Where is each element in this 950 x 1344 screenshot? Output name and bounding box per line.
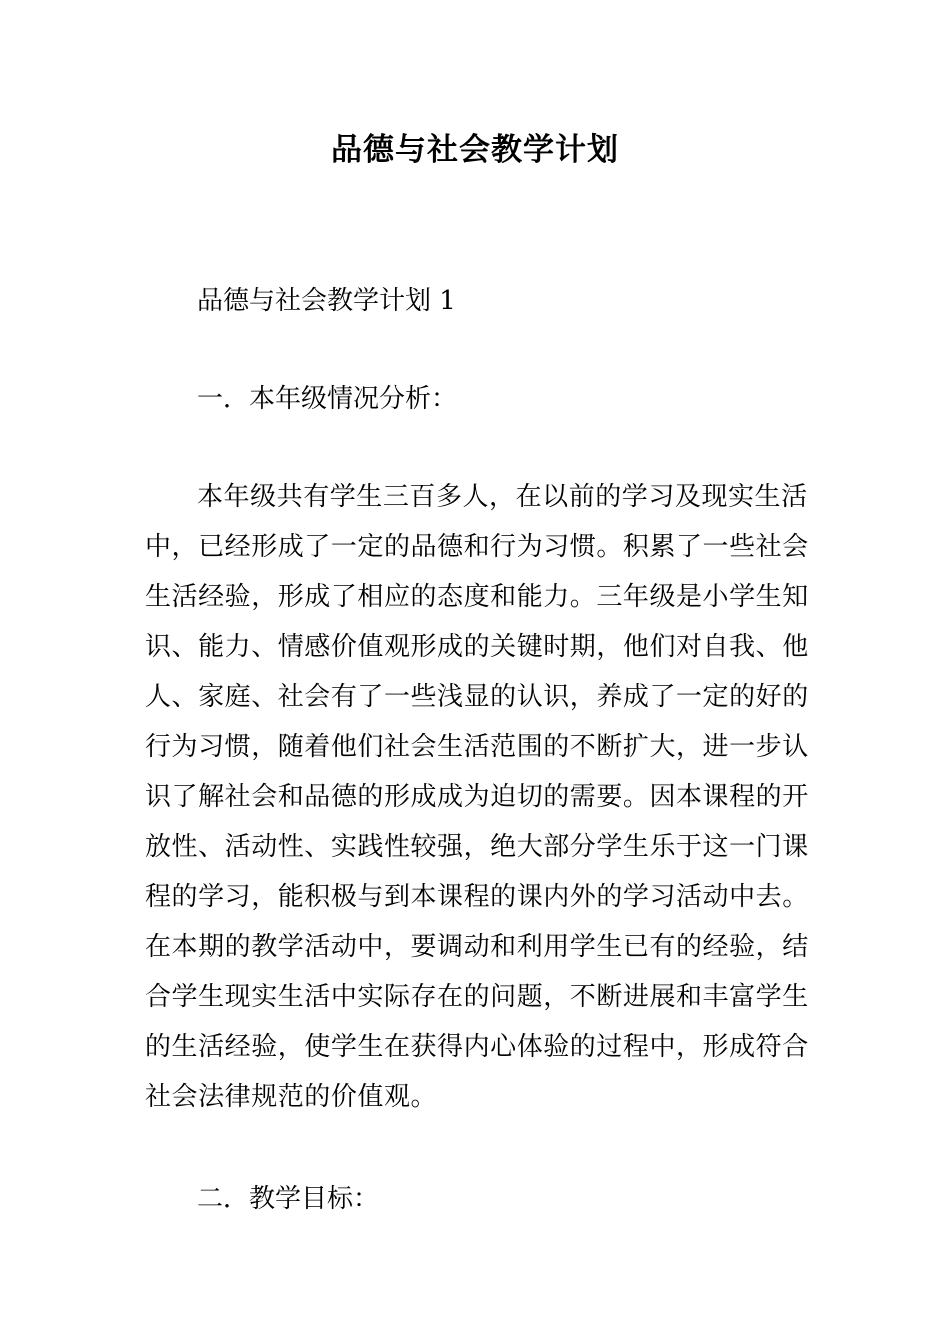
- document-title: 品德与社会教学计划: [331, 132, 619, 168]
- section-heading-goals: 二．教学目标：: [197, 1184, 380, 1214]
- paragraph-line: 识了解社会和品德的形成成为迫切的需要。因本课程的开: [145, 782, 809, 812]
- paragraph-line: 程的学习，能积极与到本课程的课内外的学习活动中去。: [145, 882, 809, 912]
- plan-subtitle: 品德与社会教学计划 1: [197, 286, 456, 316]
- paragraph-line: 合学生现实生活中实际存在的问题，不断进展和丰富学生: [145, 982, 809, 1012]
- paragraph-line: 中，已经形成了一定的品德和行为习惯。积累了一些社会: [145, 532, 809, 562]
- section-heading-analysis: 一．本年级情况分析：: [197, 384, 458, 414]
- paragraph-line: 本年级共有学生三百多人，在以前的学习及现实生活: [197, 482, 808, 512]
- analysis-paragraph: [145, 480, 807, 1130]
- paragraph-line: 社会法律规范的价值观。: [145, 1082, 438, 1112]
- paragraph-line: 在本期的教学活动中，要调动和利用学生已有的经验，结: [145, 932, 809, 962]
- paragraph-line: 放性、活动性、实践性较强，绝大部分学生乐于这一门课: [145, 832, 809, 862]
- paragraph-line: 行为习惯，随着他们社会生活范围的不断扩大，进一步认: [145, 732, 809, 762]
- paragraph-line: 识、能力、情感价值观形成的关键时期，他们对自我、他: [145, 632, 809, 662]
- paragraph-line: 生活经验，形成了相应的态度和能力。三年级是小学生知: [145, 582, 809, 612]
- paragraph-line: 的生活经验，使学生在获得内心体验的过程中，形成符合: [145, 1032, 809, 1062]
- paragraph-line: 人、家庭、社会有了一些浅显的认识，养成了一定的好的: [145, 682, 809, 712]
